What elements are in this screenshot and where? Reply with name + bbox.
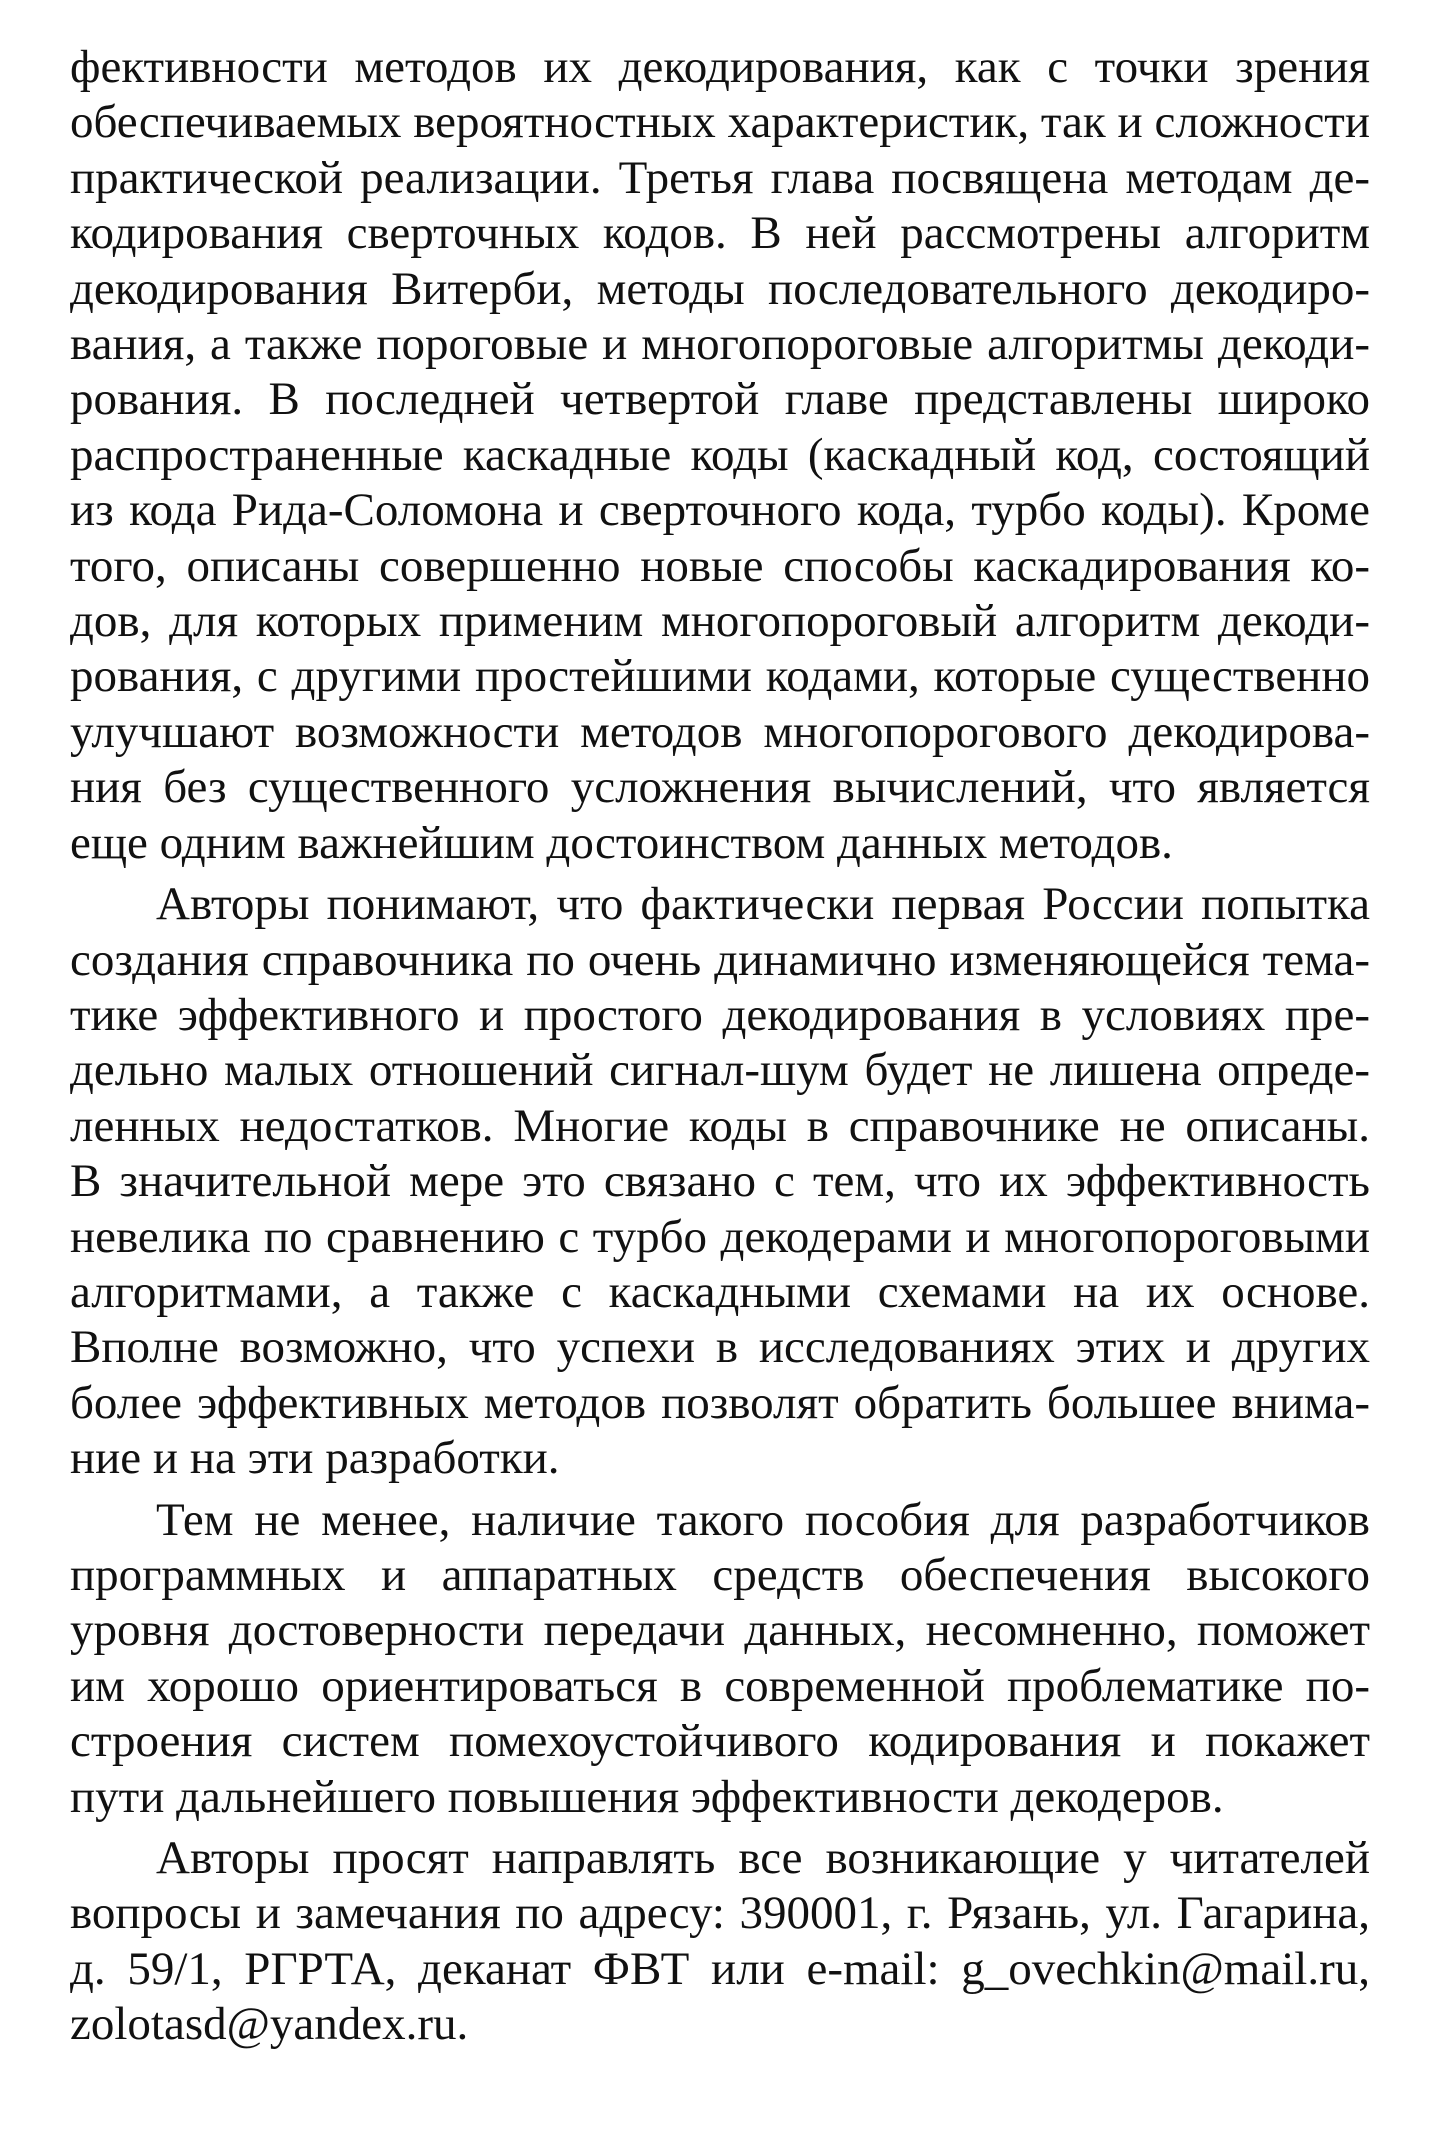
text-line: распространенные каскадные коды (каскадный код, состоящий — [70, 428, 1370, 481]
text-line: обеспечиваемых вероятностных характеристик, так и сложности — [70, 96, 1370, 149]
text-line: Авторы просят направлять все возникающие у читателей — [156, 1832, 1370, 1884]
text-line: рования, с другими простейшими кодами, которые существенно — [70, 650, 1370, 703]
text-line: Авторы понимают, что фактически первая России попытка — [156, 878, 1370, 931]
text-line: рования. В последней четвертой главе представлены широко — [70, 373, 1370, 426]
text-line: строения систем помехоустойчивого кодирования и покажет — [70, 1715, 1370, 1768]
text-line: кодирования сверточных кодов. В ней рассмотрены алгоритм — [70, 207, 1370, 260]
text-line: д. 59/1, РГРТА, деканат ФВТ или e-mail: g_ovechkin@mail.ru, — [70, 1942, 1370, 1995]
text-line: ние и на эти разработки. — [70, 1432, 560, 1485]
text-line: улучшают возможности методов многопорогового декодирова- — [70, 705, 1370, 758]
text-line: еще одним важнейшим достоинством данных методов. — [70, 816, 1173, 869]
text-line: дов, для которых применим многопороговый алгоритм декоди- — [70, 595, 1370, 648]
page-text-body — [70, 40, 1370, 2053]
text-line: ния без существенного усложнения вычислений, что является — [70, 761, 1370, 814]
text-line: им хорошо ориентироваться в современной проблематике по- — [70, 1659, 1370, 1712]
text-line: тике эффективного и простого декодирования в условиях пре- — [70, 988, 1370, 1041]
text-line: алгоритмами, а также с каскадными схемами на их основе. — [70, 1265, 1370, 1318]
text-line: дельно малых отношений сигнал-шум будет не лишена опреде- — [70, 1044, 1370, 1097]
text-line: более эффективных методов позволят обратить большее внима- — [70, 1376, 1370, 1429]
paragraph-4 — [70, 1831, 1370, 2053]
text-line: создания справочника по очень динамично изменяющейся тема- — [70, 933, 1370, 986]
text-line: Вполне возможно, что успехи в исследованиях этих и других — [70, 1321, 1370, 1374]
text-line: из кода Рида-Соломона и сверточного кода, турбо коды). Кроме — [70, 484, 1370, 537]
text-line: вопросы и замечания по адресу: 390001, г. Рязань, ул. Гагарина, — [70, 1887, 1370, 1940]
paragraph-2 — [70, 877, 1370, 1486]
text-line: практической реализации. Третья глава посвящена методам де- — [70, 151, 1370, 204]
text-line: невелика по сравнению с турбо декодерами и многопороговыми — [70, 1210, 1370, 1263]
text-line: Тем не менее, наличие такого пособия для разработчиков — [156, 1493, 1370, 1546]
text-line: zolotasd@yandex.ru. — [70, 1998, 469, 2051]
text-line: пути дальнейшего повышения эффективности декодеров. — [70, 1770, 1224, 1823]
text-line: того, описаны совершенно новые способы каскадирования ко- — [70, 539, 1370, 592]
text-line: ленных недостатков. Многие коды в справочнике не описаны. — [70, 1099, 1370, 1152]
text-line: декодирования Витерби, методы последовательного декодиро- — [70, 262, 1370, 315]
text-line: фективности методов их декодирования, как с точки зрения — [70, 41, 1370, 93]
text-line: программных и аппаратных средств обеспечения высокого — [70, 1548, 1370, 1601]
text-line: вания, а также пороговые и многопороговые алгоритмы декоди- — [70, 318, 1370, 371]
paragraph-3 — [70, 1493, 1370, 1825]
paragraph-1 — [70, 40, 1370, 871]
text-line: В значительной мере это связано с тем, что их эффективность — [70, 1155, 1370, 1208]
text-line: уровня достоверности передачи данных, несомненно, поможет — [70, 1604, 1370, 1657]
